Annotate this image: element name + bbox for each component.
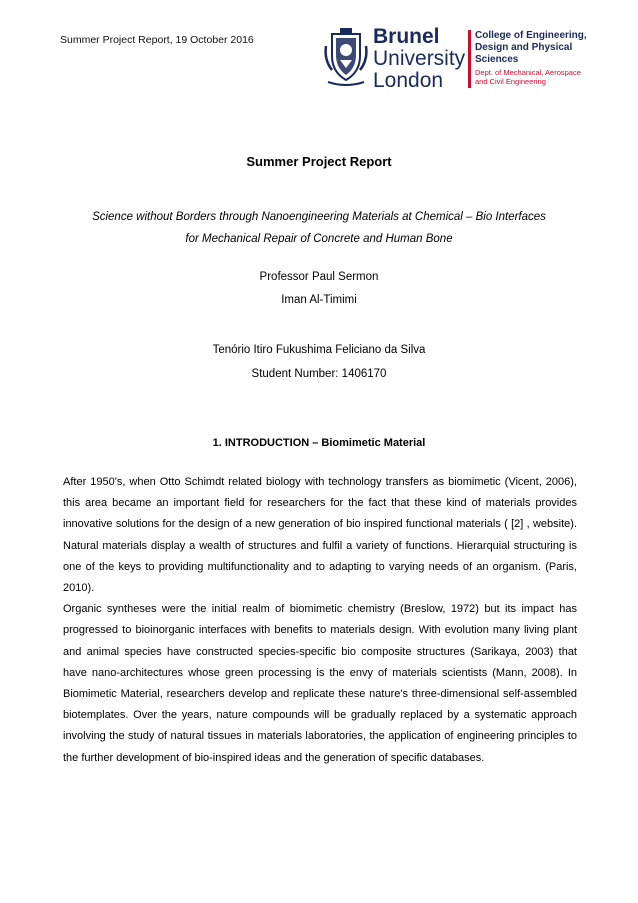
paragraph-2: Organic syntheses were the initial realm of biomimetic chemistry (Breslow, 1972) but its impact has progressed to bioinorganic interfaces with benefits to materials design. With evolution many living plant and animal species have constructed species-specific bio composite structures (Sarikaya, 2003) that have nano-architectures whose green processing is the envy of materials scientists (Mann, 2008). In Biomimetic Material, researchers develop and replicate these nature's three-dimensional self-assembled biotemplates. Over the years, nature compounds will be gradually replaced by a systematic approach involving the study of natural tissues in materials laboratories, the application of engineering principles to the further development of bio-inspired ideas and the generation of specific databases. [63, 603, 577, 764]
department-line-1: Dept. of Mechanical, Aerospace [475, 68, 581, 77]
paragraph-1: After 1950's, when Otto Schimdt related biology with technology transfers as biomimetic (Vicent, 2006), this area became an important field for researchers for the fact that these kind of materials provides innovative solutions for the design of a new generation of bio inspired functional materials ( [2] , website). Natural materials display a wealth of structures and fulfil a variety of functions. Hierarquial structuring is one of the keys to providing multifunctionality and to adapting to varying needs of an organism. (Paris, 2010). [63, 476, 577, 595]
supervisor-1: Professor Paul Sermon [259, 271, 379, 283]
student-name: Tenório Itiro Fukushima Feliciano da Silva [212, 344, 426, 356]
supervisor-2: Iman Al-Timimi [281, 294, 357, 306]
logo-divider [468, 30, 471, 88]
wordmark-line-3: London [373, 69, 444, 92]
wordmark-line-1: Brunel [373, 25, 440, 48]
running-header: Summer Project Report, 19 October 2016 [60, 34, 254, 46]
college-line-2: Design and Physical [475, 42, 573, 53]
college-line-3: Sciences [475, 54, 519, 65]
section-heading: 1. INTRODUCTION – Biomimetic Material [212, 437, 426, 449]
project-subtitle [40, 206, 598, 250]
subtitle-line-2: for Mechanical Repair of Concrete and Human Bone [185, 233, 453, 245]
department-line-2: and Civil Engineering [475, 77, 546, 86]
subtitle-line-1: Science without Borders through Nanoengineering Materials at Chemical – Bio Interfaces [92, 211, 546, 223]
student-number: Student Number: 1406170 [251, 368, 387, 380]
body-text [63, 472, 577, 769]
college-name-block [475, 30, 587, 86]
page-title: Summer Project Report [246, 154, 392, 169]
university-crest-icon [322, 26, 370, 88]
college-line-1: College of Engineering, [475, 30, 587, 41]
university-wordmark [373, 26, 465, 91]
wordmark-line-2: University [373, 47, 466, 70]
